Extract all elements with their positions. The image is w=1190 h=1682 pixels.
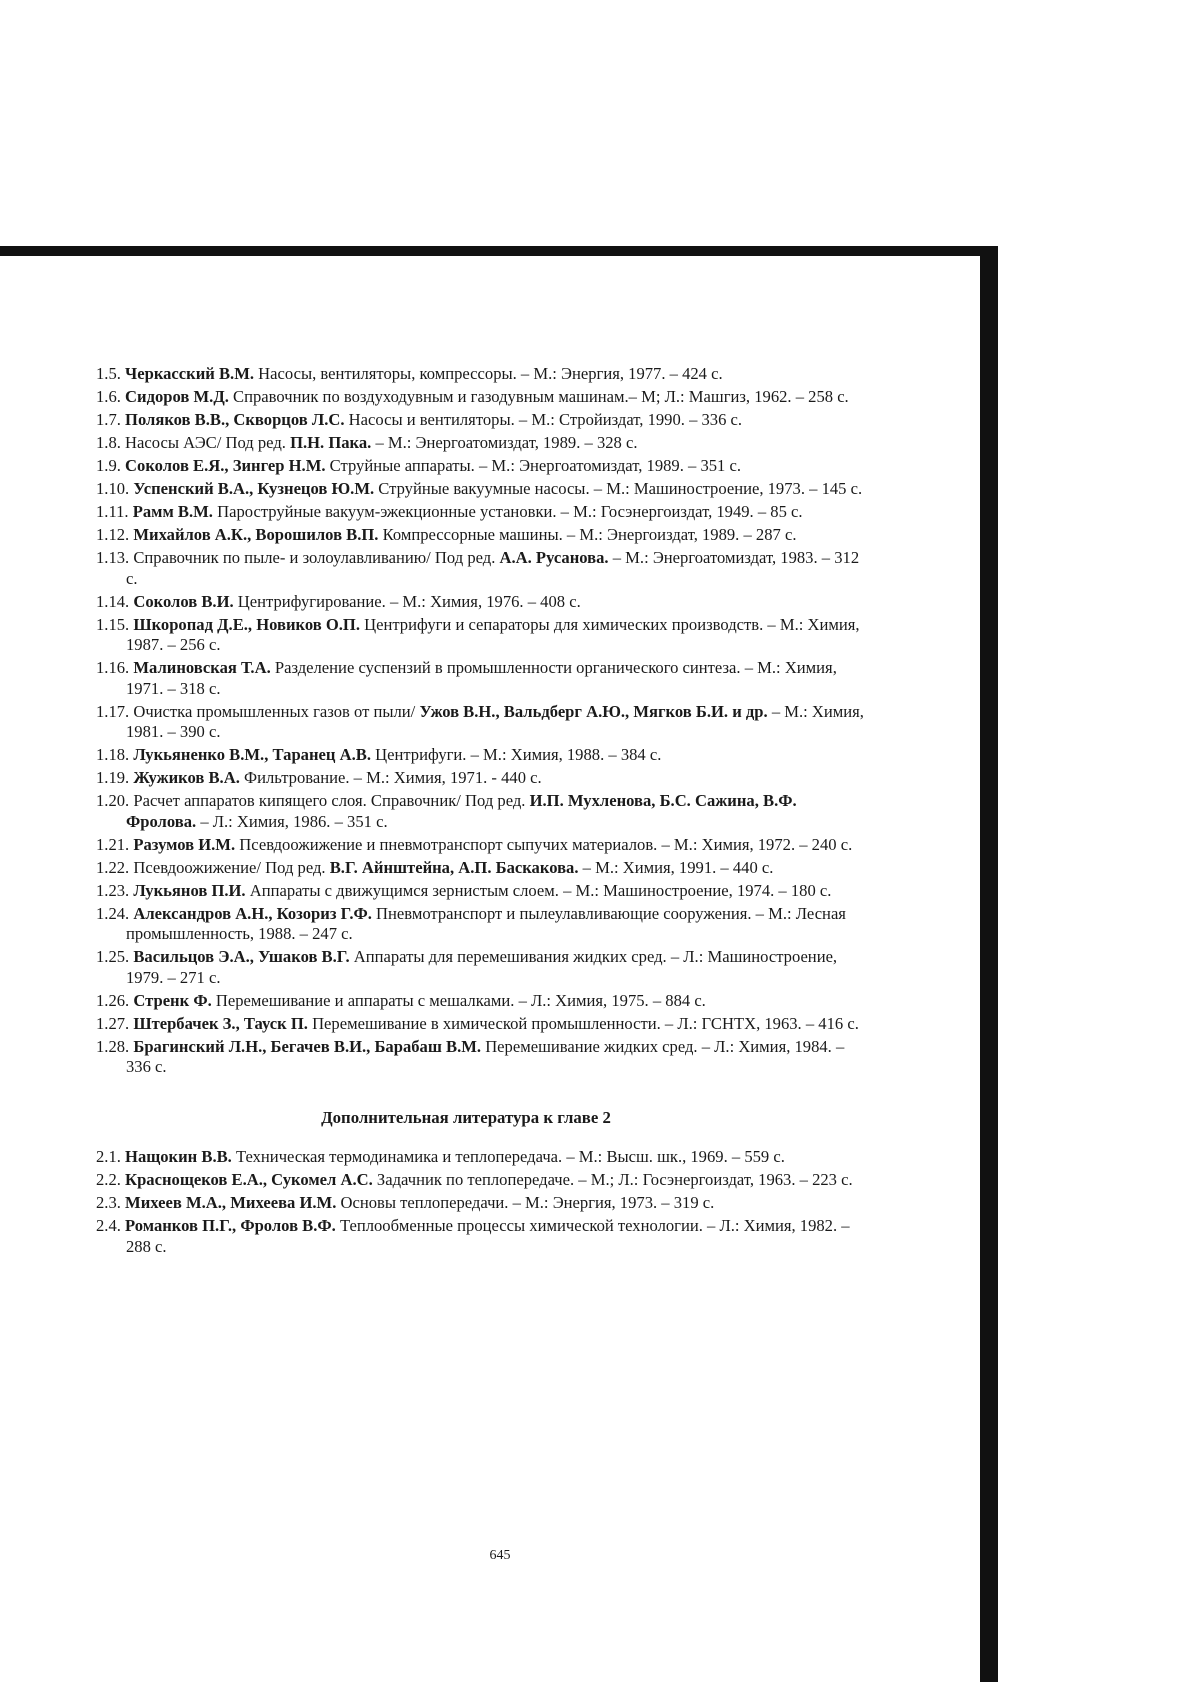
reference-text: Техническая термодинамика и теплопередача. – М.: Высш. шк., 1969. – 559 с.	[235, 1147, 785, 1166]
reference-authors: Шкоропад Д.Е., Новиков О.П.	[133, 614, 360, 634]
reference-number: 1.9.	[96, 456, 121, 475]
reference-authors: Васильцов Э.А., Ушаков В.Г.	[133, 947, 350, 966]
reference-item	[96, 947, 866, 988]
reference-number: 1.17.	[96, 701, 130, 721]
reference-item	[96, 658, 866, 699]
reference-text: Центрифуги. – М.: Химия, 1988. – 384 с.	[375, 745, 662, 764]
reference-number: 1.27.	[96, 1013, 130, 1033]
reference-authors: Ужов В.Н., Вальдберг А.Ю., Мягков Б.И. и др.	[419, 701, 768, 721]
reference-authors: Лукьянов П.И.	[133, 880, 246, 900]
reference-text: Насосы и вентиляторы. – М.: Стройиздат, 1990. – 336 с.	[348, 410, 743, 429]
reference-text: Перемешивание в химической промышленности. – Л.: ГСНТХ, 1963. – 416 с.	[312, 1013, 859, 1033]
reference-item	[96, 1170, 866, 1191]
reference-text: Теплообменные процессы химической технологии. – Л.: Химия, 1982. – 288 с.	[126, 1216, 850, 1256]
reference-authors: А.А. Русанова.	[499, 548, 609, 567]
reference-text: Центрифуги и сепараторы для химических производств. – М.: Химия, 1987. – 256 с.	[126, 614, 860, 654]
reference-number: 2.1.	[96, 1147, 121, 1166]
reference-number: 1.21.	[96, 834, 130, 854]
reference-authors: Поляков В.В., Скворцов Л.С.	[125, 410, 345, 429]
page-border-right	[980, 246, 998, 1682]
reference-item	[96, 592, 866, 613]
reference-number: 2.2.	[96, 1170, 121, 1189]
reference-authors: Черкасский В.М.	[125, 364, 255, 383]
reference-item	[96, 1216, 866, 1257]
reference-text: Псевдоожижение и пневмотранспорт сыпучих материалов. – М.: Химия, 1972. – 240 с.	[239, 834, 853, 854]
reference-text: Центрифугирование. – М.: Химия, 1976. – 408 с.	[237, 591, 581, 611]
reference-number: 1.13.	[96, 548, 130, 567]
reference-authors: Штербачек З., Тауск П.	[133, 1013, 308, 1033]
reference-item	[96, 410, 866, 431]
reference-text: Струйные аппараты. – М.: Энергоатомиздат, 1989. – 351 с.	[329, 456, 742, 475]
reference-authors: Михайлов А.К., Ворошилов В.П.	[133, 525, 379, 544]
reference-authors: Александров А.Н., Козориз Г.Ф.	[133, 903, 372, 923]
reference-authors: Сидоров М.Д.	[125, 387, 229, 406]
reference-text: Аппараты с движущимся зернистым слоем. – М.: Машиностроение, 1974. – 180 с.	[249, 880, 832, 900]
reference-number: 1.6.	[96, 387, 121, 406]
reference-item	[96, 1014, 866, 1035]
reference-item	[96, 881, 866, 902]
reference-number: 1.10.	[96, 479, 130, 498]
reference-authors: Успенский В.А., Кузнецов Ю.М.	[133, 479, 375, 498]
reference-item	[96, 548, 866, 589]
reference-text: – М.: Химия, 1981. – 390 с.	[126, 701, 864, 741]
reference-authors: Лукьяненко В.М., Таранец А.В.	[133, 745, 371, 764]
reference-item	[96, 835, 866, 856]
reference-number: 2.3.	[96, 1193, 121, 1212]
reference-item	[96, 364, 866, 385]
reference-item	[96, 502, 866, 523]
reference-text: Основы теплопередачи. – М.: Энергия, 1973. – 319 с.	[340, 1193, 715, 1212]
reference-number: 1.11.	[96, 502, 129, 521]
reference-authors: Разумов И.М.	[133, 834, 236, 854]
reference-item	[96, 702, 866, 743]
reference-number: 1.26.	[96, 990, 130, 1010]
reference-text: Аппараты для перемешивания жидких сред. – Л.: Машиностроение, 1979. – 271 с.	[126, 947, 838, 987]
reference-number: 1.12.	[96, 525, 130, 544]
reference-authors: Михеев М.А., Михеева И.М.	[125, 1193, 337, 1212]
reference-authors: П.Н. Пака.	[290, 433, 372, 452]
reference-authors: В.Г. Айнштейна, А.П. Баскакова.	[329, 857, 579, 877]
reference-prefix: Справочник по пыле- и золоулавливанию/ Под ред.	[133, 548, 496, 567]
page-border-top	[0, 246, 998, 256]
reference-list	[96, 364, 866, 1260]
reference-number: 1.18.	[96, 745, 130, 764]
reference-item	[96, 615, 866, 656]
reference-prefix: Псевдоожижение/ Под ред.	[133, 857, 326, 877]
reference-item	[96, 387, 866, 408]
reference-item	[96, 858, 866, 879]
reference-item	[96, 479, 866, 500]
reference-item	[96, 791, 866, 832]
reference-item	[96, 745, 866, 766]
reference-number: 1.8.	[96, 433, 121, 452]
reference-number: 1.28.	[96, 1036, 130, 1056]
reference-authors: Жужиков В.А.	[133, 768, 240, 787]
reference-item	[96, 1147, 866, 1168]
reference-text: – М.: Энергоатомиздат, 1989. – 328 с.	[375, 433, 638, 452]
section-title: Дополнительная литература к главе 2	[321, 1107, 611, 1127]
reference-item	[96, 525, 866, 546]
reference-text: Перемешивание и аппараты с мешалками. – Л.: Химия, 1975. – 884 с.	[215, 990, 706, 1010]
reference-number: 1.19.	[96, 768, 130, 787]
reference-number: 1.23.	[96, 880, 130, 900]
reference-number: 1.7.	[96, 410, 121, 429]
reference-text: Справочник по воздуходувным и газодувным машинам.– М; Л.: Машгиз, 1962. – 258 с.	[233, 387, 849, 406]
reference-item	[96, 768, 866, 789]
reference-text: Пневмотранспорт и пылеулавливающие сооружения. – М.: Лесная промышленность, 1988. – 247 с.	[126, 903, 846, 943]
chapter-1-references	[96, 364, 866, 1078]
reference-authors: Малиновская Т.А.	[133, 658, 271, 677]
reference-text: Перемешивание жидких сред. – Л.: Химия, 1984. – 336 с.	[126, 1036, 845, 1076]
reference-authors: Стренк Ф.	[133, 990, 212, 1010]
reference-number: 1.14.	[96, 591, 130, 611]
reference-text: Компрессорные машины. – М.: Энергоиздат, 1989. – 287 с.	[382, 525, 797, 544]
chapter-2-references	[96, 1147, 866, 1257]
reference-number: 1.25.	[96, 947, 130, 966]
reference-text: Струйные вакуумные насосы. – М.: Машиностроение, 1973. – 145 с.	[378, 479, 863, 498]
reference-text: – Л.: Химия, 1986. – 351 с.	[200, 811, 388, 831]
reference-text: Насосы, вентиляторы, компрессоры. – М.: Энергия, 1977. – 424 с.	[258, 364, 723, 383]
reference-number: 1.22.	[96, 857, 130, 877]
reference-number: 1.24.	[96, 903, 130, 923]
reference-authors: Брагинский Л.Н., Бегачев В.И., Барабаш В.М.	[133, 1036, 482, 1056]
reference-text: – М.: Химия, 1991. – 440 с.	[582, 857, 774, 877]
reference-number: 1.15.	[96, 614, 130, 634]
reference-prefix: Расчет аппаратов кипящего слоя. Справочник/ Под ред.	[133, 791, 526, 810]
reference-item	[96, 456, 866, 477]
reference-item	[96, 433, 866, 454]
reference-text: Задачник по теплопередаче. – М.; Л.: Госэнергоиздат, 1963. – 223 с.	[376, 1170, 853, 1189]
reference-text: Пароструйные вакуум-эжекционные установки. – М.: Госэнергоиздат, 1949. – 85 с.	[217, 502, 803, 521]
reference-prefix: Очистка промышленных газов от пыли/	[133, 701, 416, 721]
reference-authors: Соколов Е.Я., Зингер Н.М.	[125, 456, 326, 475]
reference-authors: Рамм В.М.	[132, 502, 213, 521]
reference-authors: И.П. Мухленова, Б.С. Сажина, В.Ф. Фролова.	[126, 791, 797, 831]
reference-authors: Нащокин В.В.	[125, 1147, 232, 1166]
reference-item	[96, 991, 866, 1012]
reference-number: 1.5.	[96, 364, 121, 383]
reference-authors: Романков П.Г., Фролов В.Ф.	[125, 1216, 336, 1235]
reference-item	[96, 904, 866, 945]
reference-item	[96, 1037, 866, 1078]
reference-text: Разделение суспензий в промышленности органического синтеза. – М.: Химия, 1971. – 318 с.	[126, 658, 837, 698]
reference-item	[96, 1193, 866, 1214]
reference-authors: Соколов В.И.	[133, 591, 234, 611]
reference-authors: Краснощеков Е.А., Сукомел А.С.	[125, 1170, 373, 1189]
reference-number: 2.4.	[96, 1216, 121, 1235]
reference-number: 1.16.	[96, 658, 130, 677]
reference-number: 1.20.	[96, 791, 130, 810]
reference-text: – М.: Энергоатомиздат, 1983. – 312 с.	[126, 548, 860, 588]
reference-text: Фильтрование. – М.: Химия, 1971. - 440 с.	[244, 768, 542, 787]
page-number: 645	[489, 1548, 511, 1563]
reference-prefix: Насосы АЭС/ Под ред.	[125, 433, 286, 452]
